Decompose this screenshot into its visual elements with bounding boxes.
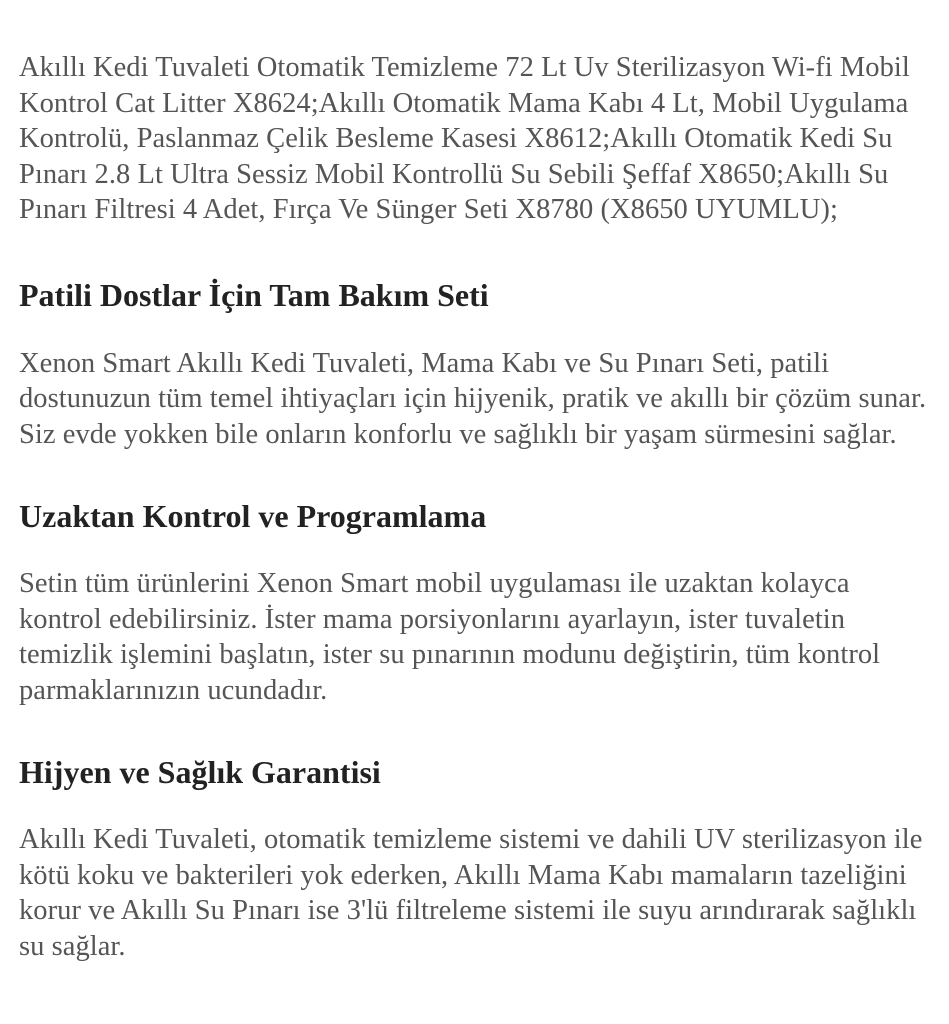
section-heading-care-set: Patili Dostlar İçin Tam Bakım Seti xyxy=(19,276,489,313)
section-text-care-set: Xenon Smart Akıllı Kedi Tuvaleti, Mama Kabı ve Su Pınarı Seti, patili dostunuzun tüm temel ihtiyaçları için hijyenik, pratik ve akıllı bir çözüm sunar. Siz evde yokken bile onların konforlu ve sağlıklı bir yaşam sürmesini sağlar. xyxy=(19,347,927,450)
section-heading-hygiene: Hijyen ve Sağlık Garantisi xyxy=(19,754,381,790)
section-text-remote-control: Setin tüm ürünlerini Xenon Smart mobil uygulaması ile uzaktan kolayca kontrol edebilirsiniz. İster mama porsiyonlarını ayarlayın, ister tuvaletin temizlik işlemini başlatın, ister su pınarının modunu değiştirin, tüm kontrol parmaklarınızın ucundadır. xyxy=(19,568,881,706)
product-list-paragraph: Akıllı Kedi Tuvaleti Otomatik Temizleme 72 Lt Uv Sterilizasyon Wi-fi Mobil Kontrol Cat Litter X8624;Akıllı Otomatik Mama Kabı 4 Lt, Mobil Uygulama Kontrolü, Paslanmaz Çelik Besleme Kasesi X8612;Akıllı Otomatik Kedi Su Pınarı 2.8 Lt Ultra Sessiz Mobil Kontrollü Su Sebili Şeffaf X8650;Akıllı Su Pınarı Filtresi 4 Adet, Fırça Ve Sünger Seti X8780 (X8650 UYUMLU); xyxy=(19,52,910,225)
section-heading-remote-control: Uzaktan Kontrol ve Programlama xyxy=(19,498,487,534)
section-text-hygiene: Akıllı Kedi Tuvaleti, otomatik temizleme sistemi ve dahili UV sterilizasyon ile kötü koku ve bakterileri yok ederken, Akıllı Mama Kabı mamaların tazeliğini korur ve Akıllı Su Pınarı ise 3'lü filtreleme sistemi ile suyu arındırarak sağlıklı su sağlar. xyxy=(19,824,923,962)
